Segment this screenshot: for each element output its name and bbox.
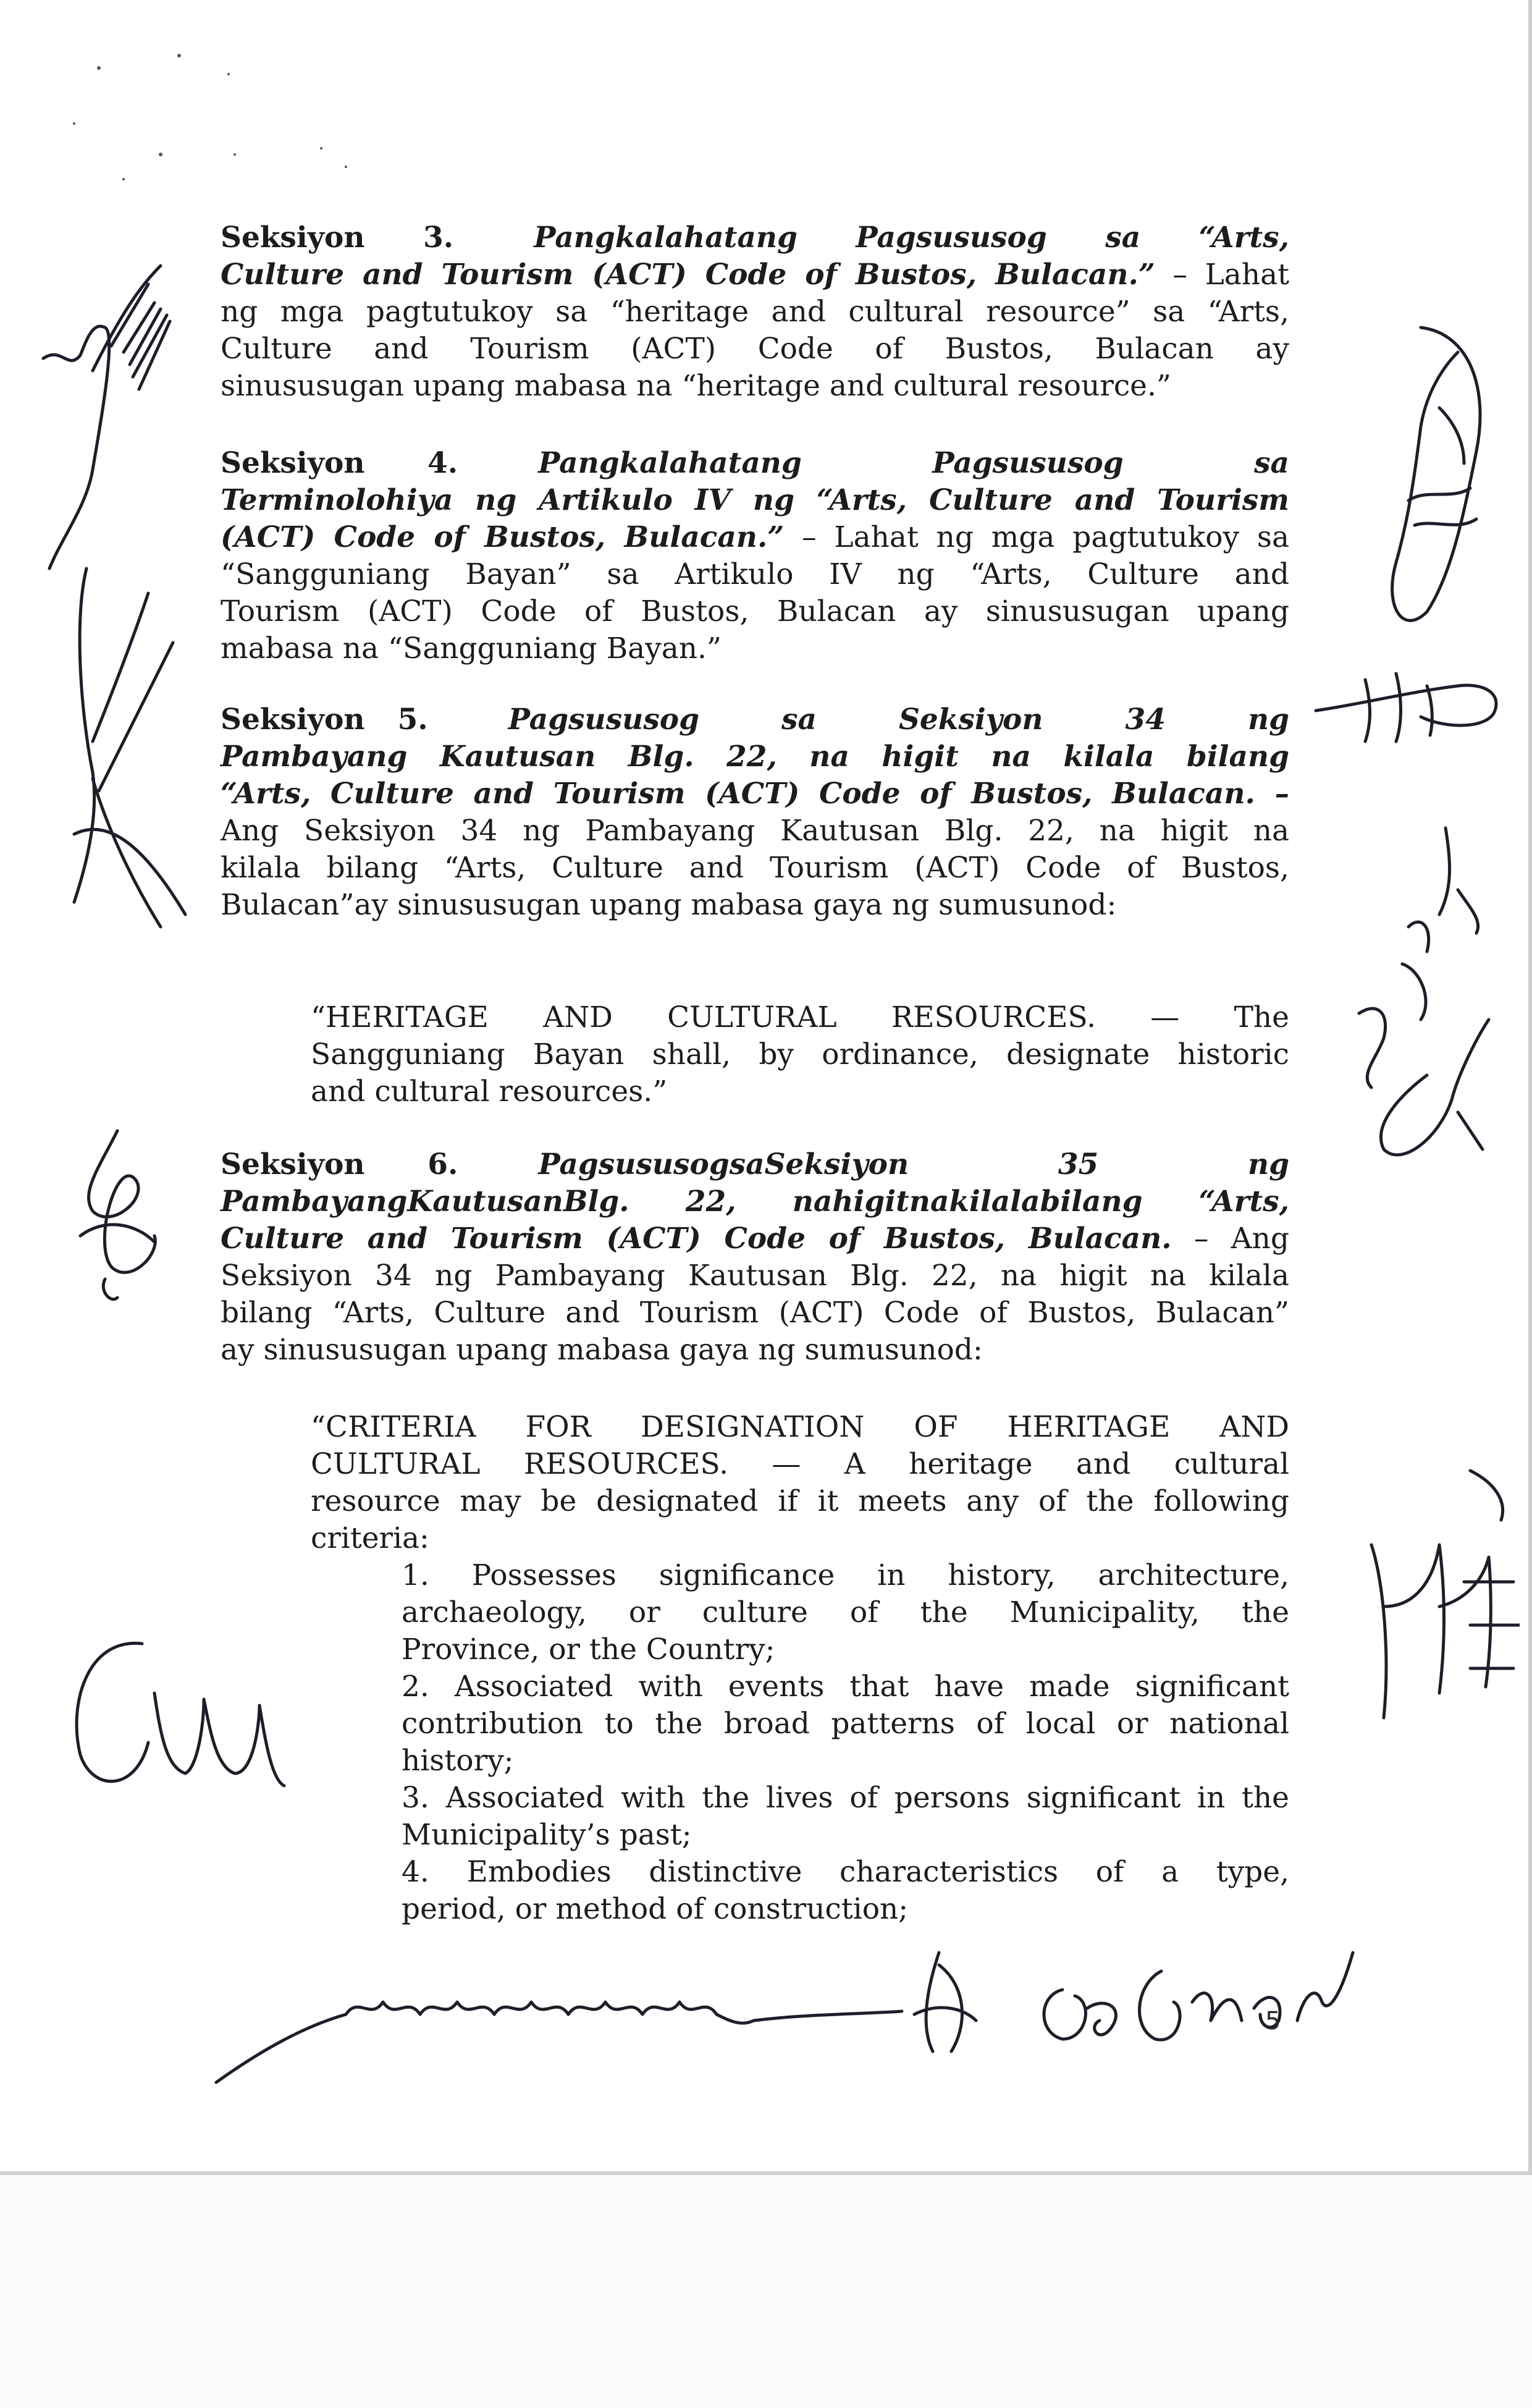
section-3-title: Pangkalahatang Pagsususog sa “Arts, <box>534 221 1289 255</box>
signature-right-4 <box>1347 1421 1520 1743</box>
quote-line: criteria: <box>311 1521 429 1555</box>
section-6-label: Seksiyon 6. <box>221 1147 458 1181</box>
section-4-line: mabasa na “Sangguniang Bayan.” <box>221 632 722 665</box>
section-4-line: (ACT) Code of Bustos, Bulacan.” – Lahat ng mga pagtutukoy sa <box>221 520 1289 554</box>
page-number: 5 <box>1265 2007 1281 2035</box>
list-item: Province, or the Country; <box>402 1633 775 1667</box>
section-3-label: Seksiyon 3. <box>221 221 454 255</box>
list-item: 1. Possesses significance in history, architecture, <box>402 1558 1289 1592</box>
quote-heritage <box>311 999 1289 1110</box>
signature-left-4 <box>62 1631 321 1817</box>
list-item: 3. Associated with the lives of persons significant in the <box>402 1781 1289 1815</box>
signature-right-2 <box>1310 667 1513 748</box>
section-3 <box>221 219 1289 405</box>
section-4-line: Terminolohiya ng Artikulo IV ng “Arts, Culture and Tourism <box>221 483 1289 517</box>
list-item: history; <box>402 1744 514 1778</box>
section-3-line: ng mga pagtutukoy sa “heritage and cultural resource” sa “Arts, <box>221 295 1289 329</box>
section-4-line: “Sangguniang Bayan” sa Artikulo IV ng “Arts, Culture and <box>221 557 1289 591</box>
section-6-title: PagsususogsaSeksiyon 35 ng <box>538 1147 1290 1181</box>
signature-bottom <box>210 1928 1371 2101</box>
section-6-line: bilang “Arts, Culture and Tourism (ACT) Code of Bustos, Bulacan” <box>221 1296 1289 1330</box>
scan-specks <box>49 31 371 216</box>
list-item: 4. Embodies distinctive characteristics of a type, <box>402 1855 1289 1889</box>
signature-left-2 <box>37 556 222 958</box>
list-item: 2. Associated with events that have made significant <box>402 1670 1289 1704</box>
section-4 <box>221 445 1289 667</box>
signature-left-3 <box>43 1118 185 1316</box>
section-5-line: Bulacan”ay sinususugan upang mabasa gaya ng sumusunod: <box>221 888 1117 922</box>
section-6-line: Culture and Tourism (ACT) Code of Bustos, Bulacan. – Ang <box>221 1222 1289 1256</box>
section-6-line: PambayangKautusanBlg. 22, nahigitnakilalabilang “Arts, <box>221 1185 1289 1219</box>
quote-line: and cultural resources.” <box>311 1075 668 1109</box>
section-6 <box>221 1146 1289 1369</box>
section-5-line: Ang Seksiyon 34 ng Pambayang Kautusan Blg. 22, na higit na <box>221 814 1289 848</box>
list-item: archaeology, or culture of the Municipality, the <box>402 1595 1289 1629</box>
quote-line: resource may be designated if it meets any of the following <box>311 1484 1289 1518</box>
section-3-line: Culture and Tourism (ACT) Code of Bustos, Bulacan ay <box>221 332 1289 366</box>
section-4-line: Tourism (ACT) Code of Bustos, Bulacan ay sinususugan upang <box>221 594 1289 628</box>
section-5 <box>221 701 1289 924</box>
section-4-title: Pangkalahatang Pagsususog sa <box>538 446 1289 480</box>
list-item: period, or method of construction; <box>402 1892 909 1926</box>
quote-line: Sangguniang Bayan shall, by ordinance, designate historic <box>311 1037 1289 1071</box>
signature-left-1 <box>25 247 185 618</box>
quote-line: “HERITAGE AND CULTURAL RESOURCES. — The <box>311 1000 1289 1034</box>
quote-line: CULTURAL RESOURCES. — A heritage and cultural <box>311 1447 1289 1481</box>
section-5-line: “Arts, Culture and Tourism (ACT) Code of Bustos, Bulacan. – <box>221 777 1289 811</box>
section-6-line: ay sinususugan upang mabasa gaya ng sumusunod: <box>221 1333 983 1367</box>
scan-background <box>0 2175 1532 2408</box>
quote-criteria <box>311 1409 1289 1557</box>
section-4-label: Seksiyon 4. <box>221 446 458 480</box>
section-5-line: Pambayang Kautusan Blg. 22, na higit na kilala bilang <box>221 740 1289 774</box>
signature-right-3 <box>1334 816 1495 1174</box>
quote-line: “CRITERIA FOR DESIGNATION OF HERITAGE AND <box>311 1410 1289 1444</box>
section-3-line: Culture and Tourism (ACT) Code of Bustos, Bulacan.” – Lahat <box>221 258 1289 292</box>
list-item: Municipality’s past; <box>402 1818 692 1852</box>
section-5-line: kilala bilang “Arts, Culture and Tourism (ACT) Code of Bustos, <box>221 851 1289 885</box>
signature-right-1 <box>1328 315 1513 661</box>
section-5-label: Seksiyon 5. <box>221 703 428 737</box>
criteria-list <box>402 1557 1289 1928</box>
section-5-title: Pagsususog sa Seksiyon 34 ng <box>508 703 1289 737</box>
list-item: contribution to the broad patterns of local or national <box>402 1707 1289 1741</box>
section-3-line: sinususugan upang mabasa na “heritage and cultural resource.” <box>221 369 1171 403</box>
section-6-line: Seksiyon 34 ng Pambayang Kautusan Blg. 22, na higit na kilala <box>221 1259 1289 1293</box>
